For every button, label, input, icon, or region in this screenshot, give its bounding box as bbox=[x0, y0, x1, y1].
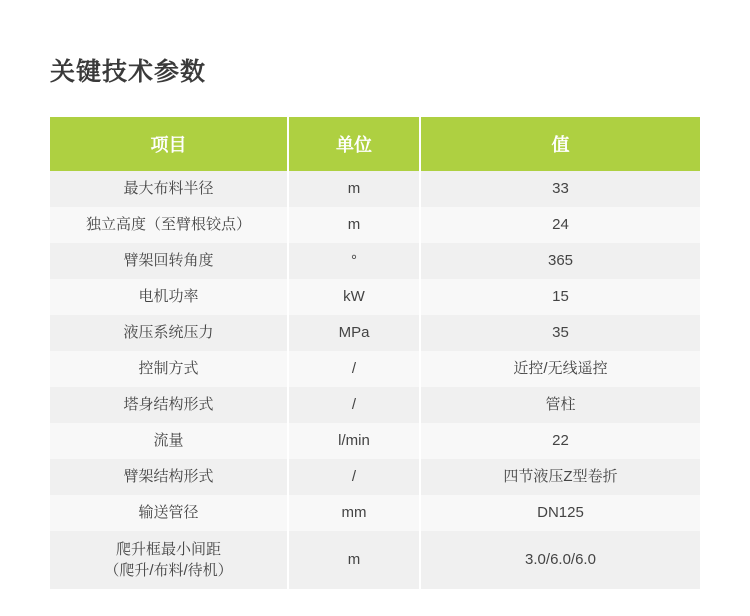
cell-unit: ° bbox=[288, 243, 420, 279]
cell-item: 最大布料半径 bbox=[50, 171, 288, 207]
cell-unit: m bbox=[288, 531, 420, 589]
cell-item: 独立高度（至臂根铰点） bbox=[50, 207, 288, 243]
cell-item: 输送管径 bbox=[50, 495, 288, 531]
cell-unit: mm bbox=[288, 495, 420, 531]
cell-item-line2: （爬升/布料/待机） bbox=[104, 562, 233, 579]
cell-item: 塔身结构形式 bbox=[50, 387, 288, 423]
table-row bbox=[50, 279, 700, 315]
cell-unit: kW bbox=[288, 279, 420, 315]
cell-value: 近控/无线遥控 bbox=[420, 351, 700, 387]
technical-parameters-table bbox=[50, 117, 700, 589]
cell-item: 流量 bbox=[50, 423, 288, 459]
cell-unit: m bbox=[288, 207, 420, 243]
cell-value: 管柱 bbox=[420, 387, 700, 423]
cell-item: 电机功率 bbox=[50, 279, 288, 315]
column-header-value: 值 bbox=[420, 117, 700, 171]
table-row bbox=[50, 315, 700, 351]
cell-unit: MPa bbox=[288, 315, 420, 351]
cell-unit: / bbox=[288, 351, 420, 387]
table-row bbox=[50, 459, 700, 495]
table-row bbox=[50, 495, 700, 531]
cell-item: 臂架回转角度 bbox=[50, 243, 288, 279]
cell-item: 臂架结构形式 bbox=[50, 459, 288, 495]
table-row bbox=[50, 171, 700, 207]
table-row bbox=[50, 531, 700, 589]
cell-unit: m bbox=[288, 171, 420, 207]
table-header bbox=[50, 117, 700, 171]
page-title: 关键技术参数 bbox=[50, 58, 207, 86]
cell-item: 控制方式 bbox=[50, 351, 288, 387]
cell-value: 四节液压Z型卷折 bbox=[420, 459, 700, 495]
cell-value: 365 bbox=[420, 243, 700, 279]
table-row bbox=[50, 423, 700, 459]
cell-item: 液压系统压力 bbox=[50, 315, 288, 351]
cell-value: 35 bbox=[420, 315, 700, 351]
cell-value: DN125 bbox=[420, 495, 700, 531]
table-row bbox=[50, 207, 700, 243]
cell-item-line1: 爬升框最小间距 bbox=[115, 541, 221, 558]
table-body bbox=[50, 171, 700, 589]
cell-unit: / bbox=[288, 387, 420, 423]
cell-unit: / bbox=[288, 459, 420, 495]
cell-value: 3.0/6.0/6.0 bbox=[420, 531, 700, 589]
cell-value: 33 bbox=[420, 171, 700, 207]
table-row bbox=[50, 387, 700, 423]
cell-value: 24 bbox=[420, 207, 700, 243]
table-row bbox=[50, 243, 700, 279]
table-header-row bbox=[50, 117, 700, 171]
cell-item bbox=[50, 531, 288, 589]
cell-value: 15 bbox=[420, 279, 700, 315]
column-header-item: 项目 bbox=[50, 117, 288, 171]
cell-value: 22 bbox=[420, 423, 700, 459]
column-header-unit: 单位 bbox=[288, 117, 420, 171]
table-row bbox=[50, 351, 700, 387]
cell-unit: l/min bbox=[288, 423, 420, 459]
